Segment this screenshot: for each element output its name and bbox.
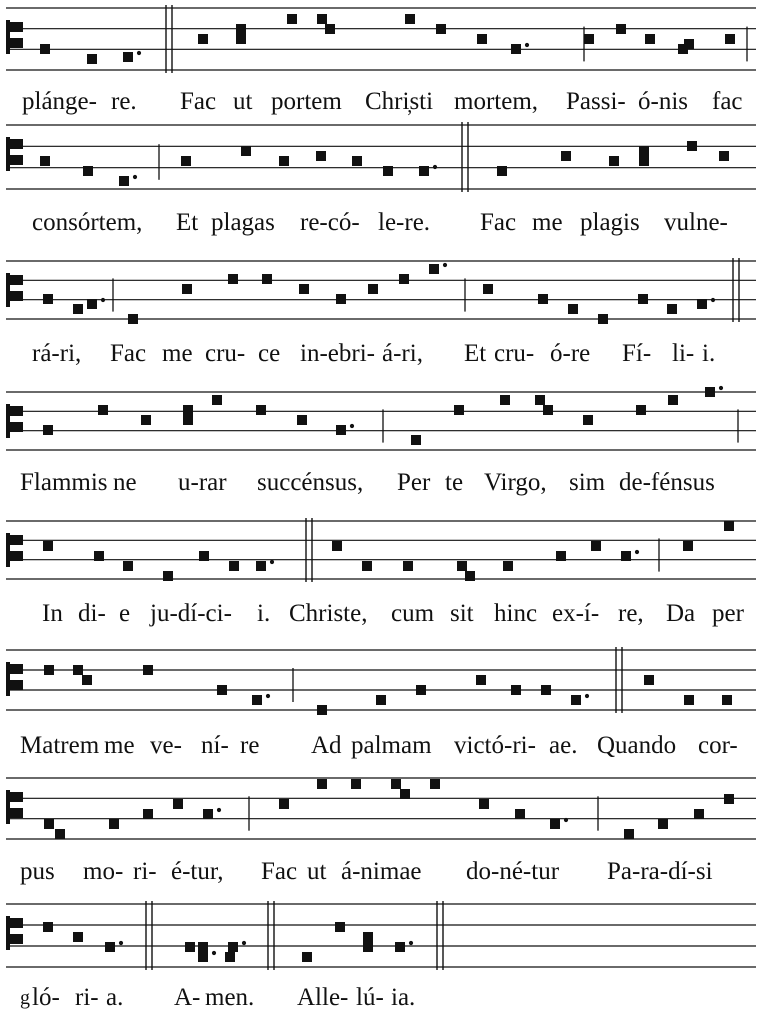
neume-note [317, 705, 327, 715]
neume-note [73, 932, 83, 942]
neume-note [363, 942, 373, 952]
neume-note [591, 541, 601, 551]
lyric-syllable: i. [257, 600, 271, 627]
lyric-syllable: Chri̦sti [365, 88, 434, 115]
neume-note [83, 166, 93, 176]
lyric-syllable: in-ebri- [300, 340, 375, 367]
neume-note [454, 405, 464, 415]
mora-dot [635, 550, 639, 554]
neume-note [141, 415, 151, 425]
lyric-line-6 [0, 726, 762, 766]
neume-note [256, 561, 266, 571]
lyric-syllable: plagas [211, 209, 275, 236]
neume-note [399, 274, 409, 284]
neume-note [199, 551, 209, 561]
neume-note [143, 809, 153, 819]
neume-note [476, 675, 486, 685]
neume-note [43, 425, 53, 435]
neume-note [279, 799, 289, 809]
lyric-syllable: succénsus, [257, 469, 364, 496]
neume-note [236, 34, 246, 44]
neume-note [299, 284, 309, 294]
clef-lower-block [10, 422, 23, 432]
neume-note [624, 829, 634, 839]
neume-note [279, 156, 289, 166]
neume-note [123, 561, 133, 571]
lyric-syllable: á-nimae [341, 858, 422, 885]
neume-note [684, 39, 694, 49]
lyric-syllable-g: g [20, 987, 30, 1009]
clef-upper-block [10, 22, 23, 32]
lyric-syllable: portem [271, 88, 342, 115]
neume-note [182, 284, 192, 294]
neume-note [225, 952, 235, 962]
lyric-syllable: victó-ri- [454, 732, 536, 759]
neume-note [658, 819, 668, 829]
neume-note [185, 942, 195, 952]
mora-dot [266, 694, 270, 698]
lyric-syllable: ri- [75, 984, 99, 1011]
neume-note [183, 415, 193, 425]
lyric-line-3 [0, 334, 762, 374]
clef-upper-block [10, 275, 23, 285]
neume-note [336, 425, 346, 435]
lyric-syllable: Virgo, [484, 469, 547, 496]
clef-stem [6, 20, 10, 54]
lyric-syllable: Et [464, 340, 487, 367]
lyric-syllable: ló- [32, 984, 60, 1011]
neume-note [302, 952, 312, 962]
neume-note [228, 274, 238, 284]
neume-note [694, 809, 704, 819]
lyric-line-2 [0, 203, 762, 243]
neume-note [55, 829, 65, 839]
neume-note [416, 685, 426, 695]
mora-dot [119, 941, 123, 945]
neume-note [391, 779, 401, 789]
neume-note [403, 561, 413, 571]
mora-dot [212, 951, 216, 955]
lyric-syllable: Fí- [622, 340, 652, 367]
lyric-syllable: cor- [698, 732, 738, 759]
lyric-syllable: Matrem [20, 732, 100, 759]
lyric-syllable: fac [712, 88, 743, 115]
lyric-syllable: de-fénsus [619, 469, 715, 496]
lyric-syllable: u-rar [178, 469, 227, 496]
lyric-syllable: re. [111, 88, 137, 115]
neume-note [395, 942, 405, 952]
neume-note [43, 541, 53, 551]
neume-note [684, 695, 694, 705]
neume-note [497, 166, 507, 176]
lyric-syllable: lú- [356, 984, 384, 1011]
neume-note [719, 151, 729, 161]
neume-note [98, 405, 108, 415]
neume-note [598, 314, 608, 324]
mora-dot [525, 43, 529, 47]
neume-note [82, 675, 92, 685]
neume-note [668, 395, 678, 405]
clef-lower-block [10, 38, 23, 48]
lyric-syllable: e [119, 600, 131, 627]
neume-note [687, 141, 697, 151]
neume-note [479, 799, 489, 809]
lyric-syllable: Flammis [20, 469, 108, 496]
neume-note [515, 809, 525, 819]
lyric-syllable: mortem, [454, 88, 539, 115]
mora-dot [711, 298, 715, 302]
neume-note [44, 819, 54, 829]
lyric-syllable: re, [618, 600, 644, 627]
lyric-syllable: vulne- [664, 209, 728, 236]
neume-note [621, 551, 631, 561]
mora-dot [217, 808, 221, 812]
neume-note [181, 156, 191, 166]
neume-note [229, 561, 239, 571]
neume-note [228, 942, 238, 952]
clef-lower-block [10, 934, 23, 944]
neume-note [316, 151, 326, 161]
clef-lower-block [10, 680, 23, 690]
neume-note [500, 395, 510, 405]
neume-note [203, 809, 213, 819]
neume-note [609, 156, 619, 166]
neume-note [638, 294, 648, 304]
neume-note [335, 922, 345, 932]
lyric-syllable: cru- [494, 340, 535, 367]
neume-note [697, 299, 707, 309]
neume-note [538, 294, 548, 304]
lyric-line-1 [0, 82, 762, 122]
lyric-syllable: ó-re [550, 340, 591, 367]
lyric-syllable: Christe, [289, 600, 368, 627]
neume-note [503, 561, 513, 571]
neume-note [43, 294, 53, 304]
neume-note [724, 794, 734, 804]
neume-note [109, 819, 119, 829]
neume-note [419, 166, 429, 176]
lyric-line-4 [0, 463, 762, 503]
lyric-syllable: palmam [351, 732, 432, 759]
neume-note [325, 24, 335, 34]
lyric-syllable: á-ri, [382, 340, 423, 367]
neume-note [317, 14, 327, 24]
neume-note [362, 561, 372, 571]
lyric-syllable: do-né-tur [466, 858, 560, 885]
clef-upper-block [10, 139, 23, 149]
neume-note [119, 176, 129, 186]
neume-note [639, 146, 649, 156]
lyric-syllable: Passi- [566, 88, 626, 115]
lyric-syllable: ne [113, 469, 137, 496]
mora-dot [409, 941, 413, 945]
lyric-syllable: ce [258, 340, 281, 367]
lyric-syllable: ae. [549, 732, 578, 759]
neume-note [198, 34, 208, 44]
neume-note [336, 294, 346, 304]
lyric-syllable: rá-ri, [32, 340, 82, 367]
clef-stem [6, 404, 10, 438]
neume-note [368, 284, 378, 294]
lyric-syllable: Alle- [297, 984, 349, 1011]
mora-dot [564, 818, 568, 822]
neume-note [332, 541, 342, 551]
clef-lower-block [10, 808, 23, 818]
clef-stem [6, 790, 10, 824]
lyric-syllable: plánge- [22, 88, 97, 115]
neume-note [568, 304, 578, 314]
lyric-syllable: Quando [597, 732, 677, 759]
neume-note [543, 405, 553, 415]
neume-note [40, 44, 50, 54]
neume-note [383, 166, 393, 176]
neume-note [571, 695, 581, 705]
neume-note [511, 44, 521, 54]
lyric-syllable: plagis [580, 209, 640, 236]
neume-note [73, 304, 83, 314]
neume-note [363, 932, 373, 942]
mora-dot [270, 560, 274, 564]
lyric-syllable: mo- [83, 858, 124, 885]
lyric-syllable: ve- [150, 732, 182, 759]
lyric-syllable: le-re. [378, 209, 431, 236]
neume-note [683, 541, 693, 551]
neume-note [73, 665, 83, 675]
neume-note [405, 14, 415, 24]
lyric-syllable: per [712, 600, 744, 627]
clef-lower-block [10, 551, 23, 561]
clef-upper-block [10, 535, 23, 545]
neume-note [123, 52, 133, 62]
neume-note [212, 395, 222, 405]
lyric-syllable: Fac [180, 88, 217, 115]
clef-upper-block [10, 406, 23, 416]
neume-note [583, 415, 593, 425]
lyric-syllable: pus [20, 858, 55, 885]
lyric-syllable: cru- [205, 340, 246, 367]
neume-note [644, 675, 654, 685]
neume-note [511, 685, 521, 695]
neume-note [217, 685, 227, 695]
lyric-syllable: li- [672, 340, 695, 367]
neume-note [252, 695, 262, 705]
clef-stem [6, 137, 10, 171]
neume-note [465, 571, 475, 581]
lyric-syllable: te [445, 469, 464, 496]
neume-note [87, 54, 97, 64]
neume-note [400, 789, 410, 799]
mora-dot [133, 175, 137, 179]
neume-note [725, 34, 735, 44]
lyric-syllable: ri- [133, 858, 157, 885]
clef-stem [6, 273, 10, 307]
lyric-syllable: men. [205, 984, 255, 1011]
neume-note [430, 779, 440, 789]
neume-note [639, 156, 649, 166]
clef-stem [6, 662, 10, 696]
neume-note [645, 34, 655, 44]
neume-note [94, 551, 104, 561]
lyric-syllable: di- [78, 600, 106, 627]
lyric-syllable: sim [569, 469, 606, 496]
neume-note [616, 24, 626, 34]
lyric-syllable: sit [450, 600, 474, 627]
neume-note [262, 274, 272, 284]
neume-note [457, 561, 467, 571]
neume-note [535, 395, 545, 405]
neume-note [477, 34, 487, 44]
neume-note [411, 435, 421, 445]
lyric-syllable: ní- [201, 732, 229, 759]
neume-note [667, 304, 677, 314]
lyric-syllable: Fac [261, 858, 298, 885]
neume-note [351, 779, 361, 789]
neume-note [173, 799, 183, 809]
lyric-syllable: Pa-ra-dí-si [607, 858, 713, 885]
lyric-syllable: Et [176, 209, 199, 236]
lyric-syllable: re-có- [300, 209, 360, 236]
clef-lower-block [10, 155, 23, 165]
lyric-syllable: me [104, 732, 135, 759]
neume-note [550, 819, 560, 829]
lyric-syllable: ia. [391, 984, 416, 1011]
neume-note [183, 405, 193, 415]
neume-note [556, 551, 566, 561]
lyric-syllable: ó-nis [638, 88, 688, 115]
neume-note [541, 685, 551, 695]
neume-note [44, 665, 54, 675]
neume-note [163, 571, 173, 581]
clef-stem [6, 533, 10, 567]
lyric-line-8 [0, 978, 762, 1018]
clef-upper-block [10, 664, 23, 674]
mora-dot [101, 298, 105, 302]
neume-note [241, 146, 251, 156]
neume-note [43, 922, 53, 932]
lyric-syllable: Fac [110, 340, 147, 367]
lyric-syllable: a. [106, 984, 124, 1011]
lyric-syllable: i. [702, 340, 716, 367]
neume-note [198, 942, 208, 952]
lyric-syllable: A- [174, 984, 201, 1011]
lyric-line-5 [0, 594, 762, 634]
neume-note [287, 14, 297, 24]
mora-dot [719, 386, 723, 390]
lyric-syllable: ut [233, 88, 253, 115]
lyric-syllable: ex-í- [552, 600, 600, 627]
neume-note [297, 415, 307, 425]
lyric-syllable: In [42, 600, 63, 627]
neume-note [105, 942, 115, 952]
lyric-line-7 [0, 852, 762, 892]
lyric-syllable: me [162, 340, 193, 367]
neume-note [722, 695, 732, 705]
lyric-syllable: é-tur, [171, 858, 224, 885]
neume-note [198, 952, 208, 962]
neume-note [436, 24, 446, 34]
lyric-syllable: consórtem, [32, 209, 143, 236]
neume-note [256, 405, 266, 415]
neume-note [128, 314, 138, 324]
neume-note [317, 779, 327, 789]
lyric-syllable: re [240, 732, 260, 759]
lyric-syllable: ju-dí-ci- [150, 600, 232, 627]
lyric-syllable: cum [391, 600, 435, 627]
neume-note [636, 405, 646, 415]
lyric-syllable: hinc [494, 600, 538, 627]
neume-note [724, 521, 734, 531]
neume-note [483, 284, 493, 294]
clef-upper-block [10, 792, 23, 802]
lyric-syllable: ut [307, 858, 327, 885]
lyric-syllable: Fac [480, 209, 517, 236]
neume-note [429, 264, 439, 274]
mora-dot [433, 165, 437, 169]
clef-upper-block [10, 918, 23, 928]
neume-note [40, 156, 50, 166]
neume-note [87, 299, 97, 309]
clef-lower-block [10, 291, 23, 301]
neume-note [376, 695, 386, 705]
mora-dot [443, 263, 447, 267]
neume-note [561, 151, 571, 161]
lyric-syllable: Da [666, 600, 696, 627]
clef-stem [6, 916, 10, 950]
neume-note [143, 665, 153, 675]
lyric-syllable: Per [397, 469, 431, 496]
neume-note [236, 24, 246, 34]
neume-note [705, 387, 715, 397]
mora-dot [350, 424, 354, 428]
lyric-syllable: me [532, 209, 563, 236]
lyric-syllable: Ad [311, 732, 342, 759]
neume-note [584, 34, 594, 44]
mora-dot [585, 694, 589, 698]
mora-dot [242, 941, 246, 945]
mora-dot [137, 51, 141, 55]
neume-note [352, 156, 362, 166]
